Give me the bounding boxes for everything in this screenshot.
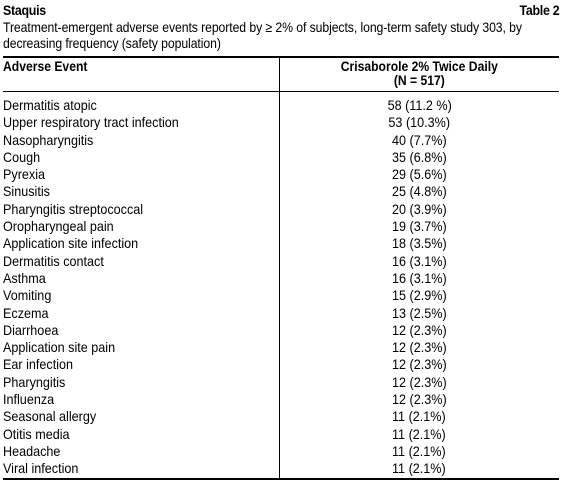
adverse-event-name: Application site pain bbox=[3, 339, 116, 356]
adverse-event-cell bbox=[3, 460, 279, 478]
table-row bbox=[3, 218, 559, 235]
adverse-event-cell bbox=[3, 235, 279, 252]
event-count-cell bbox=[279, 270, 559, 287]
event-count-cell bbox=[279, 322, 559, 339]
table-row bbox=[3, 270, 559, 287]
event-count-value: 13 (2.5%) bbox=[391, 304, 447, 321]
table-row bbox=[3, 201, 559, 218]
table-row bbox=[3, 460, 559, 478]
adverse-event-cell bbox=[3, 339, 279, 356]
table-row bbox=[3, 408, 559, 425]
event-count-cell bbox=[279, 460, 559, 478]
adverse-event-name: Influenza bbox=[3, 391, 55, 408]
adverse-event-name: Eczema bbox=[3, 304, 49, 321]
adverse-event-cell bbox=[3, 322, 279, 339]
adverse-event-cell bbox=[3, 391, 279, 408]
adverse-event-name: Oropharyngeal pain bbox=[3, 218, 114, 235]
event-count-cell bbox=[279, 114, 559, 131]
event-count-cell bbox=[279, 356, 559, 373]
adverse-event-cell bbox=[3, 149, 279, 166]
table-row bbox=[3, 114, 559, 131]
event-count-value: 12 (2.3%) bbox=[391, 321, 447, 338]
adverse-event-name: Vomiting bbox=[3, 287, 52, 304]
table-caption: Treatment-emergent adverse events reported by ≥ 2% of subjects, long-term safety study 303, by decreasing frequency (safety population) bbox=[3, 19, 522, 51]
adverse-event-name: Upper respiratory tract infection bbox=[3, 114, 179, 131]
table-row bbox=[3, 391, 559, 408]
adverse-event-cell bbox=[3, 287, 279, 304]
event-count-value: 40 (7.7%) bbox=[391, 131, 447, 148]
column-header-adverse-event bbox=[3, 57, 279, 92]
event-count-cell bbox=[279, 339, 559, 356]
adverse-event-cell bbox=[3, 114, 279, 131]
document-page bbox=[3, 3, 559, 489]
event-count-value: 29 (5.6%) bbox=[391, 166, 447, 183]
event-count-cell bbox=[279, 305, 559, 322]
table-row bbox=[3, 235, 559, 252]
table-row bbox=[3, 374, 559, 391]
event-count-cell bbox=[279, 201, 559, 218]
adverse-event-cell bbox=[3, 270, 279, 287]
table-body bbox=[3, 92, 559, 479]
event-count-value: 12 (2.3%) bbox=[391, 391, 447, 408]
event-count-cell bbox=[279, 253, 559, 270]
event-count-cell bbox=[279, 183, 559, 200]
event-count-cell bbox=[279, 235, 559, 252]
adverse-event-name: Headache bbox=[3, 442, 61, 459]
event-count-value: 25 (4.8%) bbox=[391, 183, 447, 200]
adverse-event-name: Nasopharyngitis bbox=[3, 131, 94, 148]
event-count-value: 16 (3.1%) bbox=[391, 269, 447, 286]
event-count-value: 18 (3.5%) bbox=[391, 235, 447, 252]
table-row bbox=[3, 132, 559, 149]
event-count-cell bbox=[279, 374, 559, 391]
adverse-event-name: Otitis media bbox=[3, 425, 70, 442]
adverse-event-cell bbox=[3, 305, 279, 322]
adverse-event-cell bbox=[3, 426, 279, 443]
table-row bbox=[3, 443, 559, 460]
event-count-value: 11 (2.1%) bbox=[392, 425, 447, 442]
adverse-event-name: Dermatitis contact bbox=[3, 252, 104, 269]
event-count-cell bbox=[279, 426, 559, 443]
event-count-value: 16 (3.1%) bbox=[391, 252, 447, 269]
event-count-cell bbox=[279, 132, 559, 149]
adverse-event-cell bbox=[3, 132, 279, 149]
table-header bbox=[3, 57, 559, 92]
table-row bbox=[3, 166, 559, 183]
adverse-event-name: Diarrhoea bbox=[3, 321, 59, 338]
event-count-cell bbox=[279, 443, 559, 460]
adverse-event-name: Ear infection bbox=[3, 356, 74, 373]
event-count-value: 11 (2.1%) bbox=[392, 442, 447, 459]
table-row bbox=[3, 183, 559, 200]
column-header-population-label: (N = 517) bbox=[393, 73, 445, 88]
adverse-event-name: Pharyngitis streptococcal bbox=[3, 200, 144, 217]
adverse-event-cell bbox=[3, 218, 279, 235]
event-count-value: 58 (11.2 %) bbox=[387, 97, 452, 113]
adverse-event-cell bbox=[3, 408, 279, 425]
column-header-adverse-event-label: Adverse Event bbox=[3, 59, 88, 74]
event-count-value: 19 (3.7%) bbox=[391, 218, 447, 235]
adverse-event-cell bbox=[3, 183, 279, 200]
event-count-value: 15 (2.9%) bbox=[391, 287, 447, 304]
document-title: Staquis bbox=[3, 3, 46, 18]
table-row bbox=[3, 426, 559, 443]
adverse-event-cell bbox=[3, 166, 279, 183]
event-count-cell bbox=[279, 149, 559, 166]
adverse-event-name: Sinusitis bbox=[3, 183, 50, 200]
adverse-event-cell bbox=[3, 92, 279, 115]
adverse-event-cell bbox=[3, 443, 279, 460]
event-count-value: 12 (2.3%) bbox=[391, 356, 447, 373]
table-row bbox=[3, 339, 559, 356]
event-count-value: 35 (6.8%) bbox=[391, 148, 447, 165]
adverse-event-cell bbox=[3, 201, 279, 218]
adverse-event-name: Pyrexia bbox=[3, 166, 46, 183]
adverse-event-name: Dermatitis atopic bbox=[3, 97, 97, 113]
adverse-event-name: Asthma bbox=[3, 269, 46, 286]
event-count-value: 12 (2.3%) bbox=[391, 339, 447, 356]
event-count-value: 12 (2.3%) bbox=[391, 373, 447, 390]
column-header-crisaborole-label: Crisaborole 2% Twice Daily bbox=[340, 59, 498, 74]
table-row bbox=[3, 149, 559, 166]
adverse-event-name: Seasonal allergy bbox=[3, 408, 97, 425]
event-count-cell bbox=[279, 391, 559, 408]
adverse-event-name: Pharyngitis bbox=[3, 373, 66, 390]
event-count-value: 20 (3.9%) bbox=[391, 200, 447, 217]
table-row bbox=[3, 356, 559, 373]
adverse-event-cell bbox=[3, 253, 279, 270]
table-row bbox=[3, 253, 559, 270]
table-number: Table 2 bbox=[519, 3, 559, 18]
table-row bbox=[3, 305, 559, 322]
table-row bbox=[3, 322, 559, 339]
table-row bbox=[3, 287, 559, 304]
adverse-event-cell bbox=[3, 374, 279, 391]
event-count-cell bbox=[279, 92, 559, 115]
adverse-event-name: Application site infection bbox=[3, 235, 139, 252]
title-row bbox=[3, 3, 559, 19]
event-count-value: 11 (2.1%) bbox=[392, 460, 447, 477]
adverse-event-name: Cough bbox=[3, 148, 41, 165]
event-count-value: 11 (2.1%) bbox=[392, 408, 447, 425]
event-count-cell bbox=[279, 287, 559, 304]
column-header-crisaborole bbox=[279, 57, 559, 92]
adverse-event-cell bbox=[3, 356, 279, 373]
event-count-cell bbox=[279, 166, 559, 183]
table-row bbox=[3, 92, 559, 115]
adverse-event-name: Viral infection bbox=[3, 460, 79, 477]
event-count-value: 53 (10.3%) bbox=[388, 114, 451, 131]
event-count-cell bbox=[279, 408, 559, 425]
event-count-cell bbox=[279, 218, 559, 235]
adverse-events-table bbox=[3, 56, 559, 480]
